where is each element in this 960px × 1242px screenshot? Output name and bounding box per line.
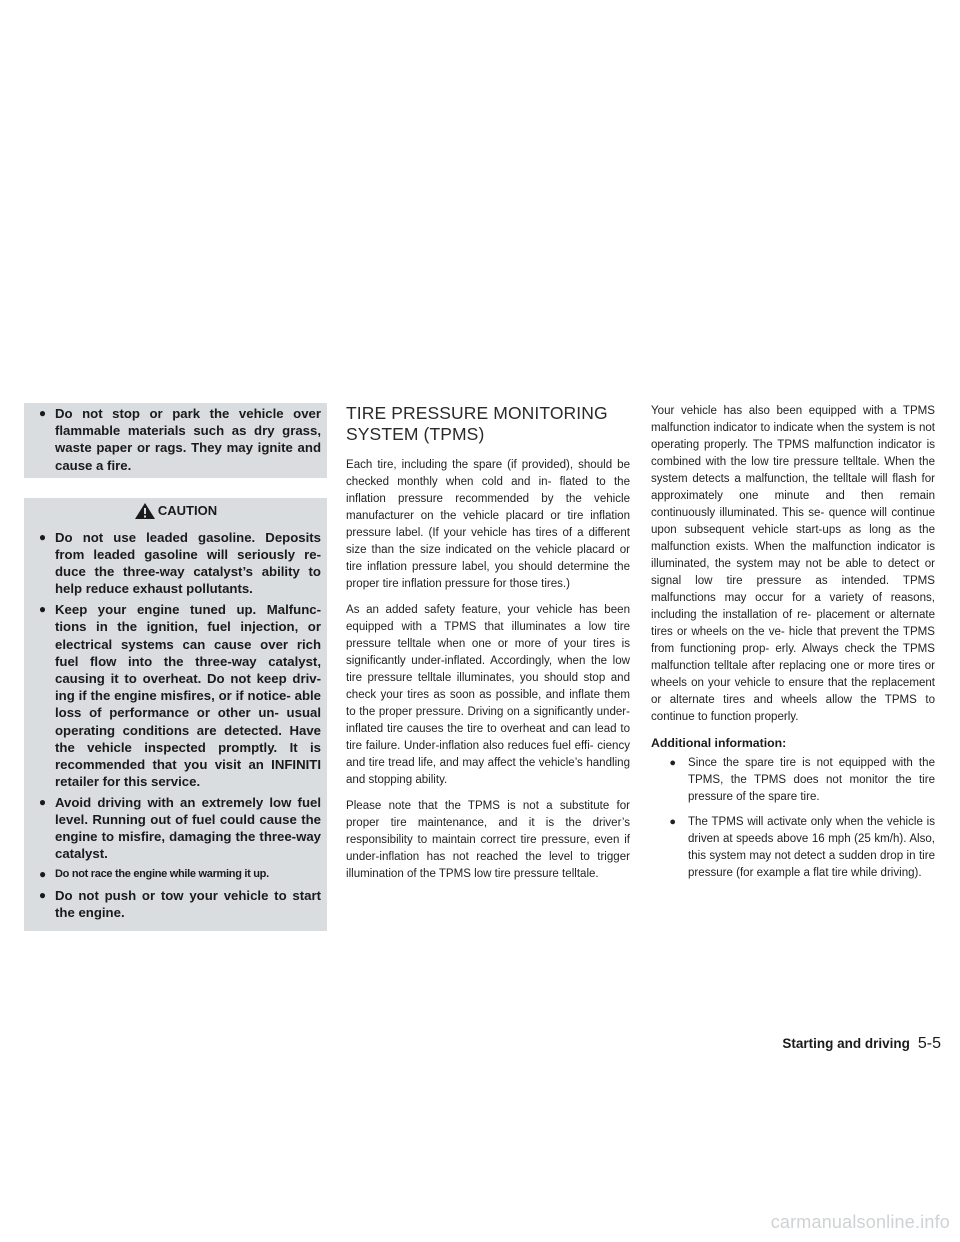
info-bullet [651,814,935,882]
caution-body [24,524,327,931]
info-bullet-text: The TPMS will activate only when the vehicle is driven at speeds above 16 mph (25 km/h). Also, this system may not detect a sudden drop in tire pressure (for example a flat tire while driving). [688,816,935,879]
body-paragraph: Your vehicle has also been equipped with a TPMS malfunction indicator to indicate when the system is not operating properly. The TPMS malfunction indicator is combined with the low tire pressure telltale. When the system detects a malfunction, the telltale will flash for approximately one minute and then remain continuously illuminated. This se- quence will continue upon subsequent vehicle start-ups as long as the malfunction exists. When the malfunction indicator is illuminated, the system may not be able to detect or signal low tire pressure as intended. TPMS malfunctions may occur for a variety of reasons, including the installation of re- placement or alternate tires or wheels on the ve- hicle that prevent the TPMS from functioning prop- erly. Always check the TPMS malfunction telltale after replacing one or more tires or wheels on your vehicle to ensure that the replacement or alternate tires and wheels allow the TPMS to continue to function properly. [651,405,935,723]
bullet-icon: ● [38,602,47,617]
section-heading-line1: TIRE PRESSURE MONITORING [346,403,608,423]
warning-triangle-icon [134,502,156,520]
caution-item-text: Keep your engine tuned up. Malfunc- tions in the ignition, fuel injection, or electrical systems can cause over rich fuel flow into the three-way catalyst, causing it to overheat. Do not keep driv- ing if the engine misfires, or if notice- able loss of performance or other un- usual operating conditions are detected. Have the vehicle inspected promptly. It is recommended that you visit an INFINITI retailer for this service. [55,602,321,790]
caution-item [30,794,321,863]
caution-header [24,498,327,524]
warning-item [30,405,321,474]
bullet-icon: ● [38,887,47,902]
middle-column [346,403,630,892]
page-number: 5-5 [917,1035,941,1052]
left-column [24,403,327,931]
body-paragraph: Each tire, including the spare (if provided), should be checked monthly when cold and in- flated to the inflation pressure recommended by the vehicle manufacturer on the vehicle placard or tire inflation pressure label. (If your vehicle has tires of a different size than the size indicated on the vehicle placard or tire inflation pressure label, you should determine the proper tire inflation pressure for those tires.) [346,459,630,590]
page-footer [729,1035,941,1055]
bullet-icon: ● [38,406,47,420]
caution-item [30,866,321,883]
bullet-icon: ● [39,867,46,882]
watermark: carmanualsonline.info [770,1212,950,1232]
bullet-icon: ● [669,816,676,828]
body-paragraph: Please note that the TPMS is not a substitute for proper tire maintenance, and it is the driver’s responsibility to maintain correct tire pressure, even if under-inflation has not reached the level to trigger illumination of the TPMS low tire pressure telltale. [346,800,630,880]
warning-continued-box [24,403,327,478]
bullet-icon: ● [669,757,676,769]
info-bullet-text: Since the spare tire is not equipped with the TPMS, the TPMS does not monitor the tire pressure of the spare tire. [688,757,935,803]
section-heading-line2: SYSTEM (TPMS) [346,424,485,444]
caution-item-text: Do not use leaded gasoline. Deposits from leaded gasoline will seriously re- duce the three-way catalyst’s ability to help reduce exhaust pollutants. [55,529,321,597]
bullet-icon: ● [38,794,47,809]
caution-item [30,529,321,598]
caution-item [30,887,321,921]
bullet-icon: ● [38,529,47,544]
warning-item-text: Do not stop or park the vehicle over flammable materials such as dry grass, waste paper or rags. They may ignite and cause a fire. [55,406,321,473]
right-column [651,403,935,890]
caution-item-text: Avoid driving with an extremely low fuel level. Running out of fuel could cause the engine to misfire, damaging the three-way catalyst. [55,794,321,862]
body-paragraph: As an added safety feature, your vehicle has been equipped with a TPMS that illuminates a low tire pressure telltale when one or more of your tires is significantly under-inflated. Accordingly, when the low tire pressure telltale illuminates, you should stop and check your tires as soon as possible, and inflate them to the proper pressure. Driving on a significantly under-inflated tire causes the tire to overheat and can lead to tire failure. Under-inflation also reduces fuel effi- ciency and tire tread life, and may affect the vehicle’s handling and stopping ability. [346,604,630,786]
info-bullet [651,755,935,806]
caution-item-text: Do not race the engine while warming it up. [55,868,269,881]
footer-section-title: Starting and driving [782,1036,910,1051]
caution-title: CAUTION [157,503,218,519]
caution-item-text: Do not push or tow your vehicle to start the engine. [55,887,321,921]
section-heading [346,403,630,445]
subheading: Additional information: [651,736,787,750]
caution-item [30,601,321,790]
